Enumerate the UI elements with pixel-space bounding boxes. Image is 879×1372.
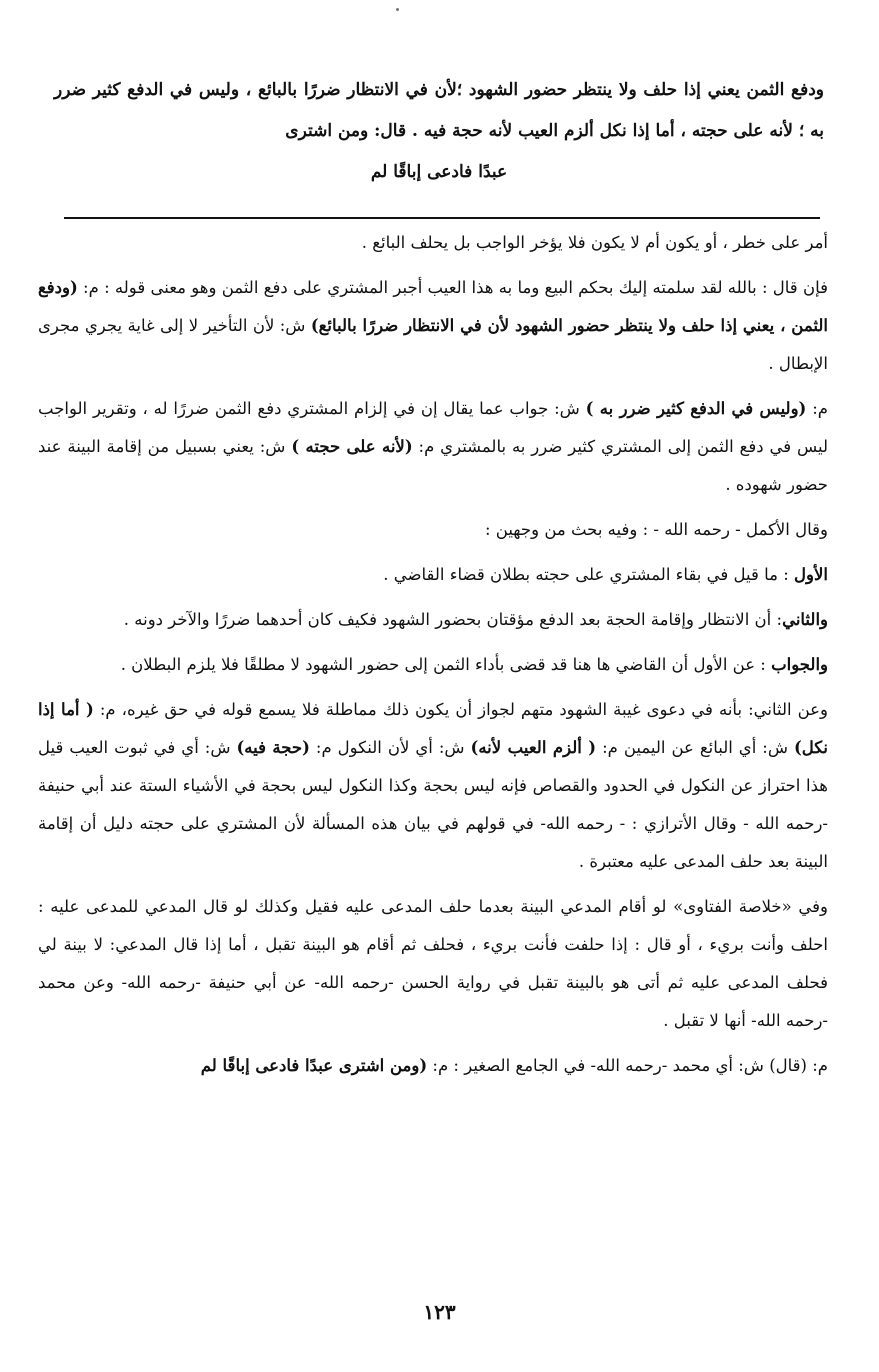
commentary-text: : ما قيل في بقاء المشتري على حجته بطلان قضاء القاضي . (383, 565, 795, 584)
matn-line-last: عبدًا فادعى إباقًا لم (370, 162, 508, 182)
commentary-paragraph (38, 691, 828, 881)
commentary-text: ش: أي في ثبوت العيب قيل هذا احتراز عن النكول في الحدود والقصاص فإنه ليس بحجة وكذا النكول ليس بحجة في الأشياء الستة عند أبي حنيفة -رحمه الله - وقال الأترازي : - رحمه الله- في قولهم في بيان هذه المسألة لأن المشتري على حجته دليل أن إقامة البينة بعد حلف المدعى عليه معتبرة . (38, 738, 828, 871)
commentary-text: م: (قال) ش: أي محمد -رحمه الله- في الجامع الصغير : م: (427, 1056, 828, 1075)
commentary-paragraph (38, 390, 828, 504)
commentary-paragraph (38, 888, 828, 1040)
separator-rule (64, 217, 820, 219)
commentary-text: فإن قال : بالله لقد سلمته إليك بحكم البيع وما به هذا العيب أجبر المشتري على دفع الثمن وهو معنى قوله : م: (77, 278, 828, 297)
matn-text-block (54, 70, 824, 193)
commentary-text: ش: جواب عما يقال إن في إلزام المشتري دفع الثمن ضررًا له ، وتقرير الواجب ليس في دفع الثمن إلى المشتري كثير ضرر به بالمشتري م: (38, 399, 828, 456)
commentary-text: ش: لأن التأخير لا إلى غاية يجري مجرى الإبطال . (38, 316, 828, 373)
commentary-paragraph (38, 269, 828, 383)
quoted-matn: (ودفع الثمن ، يعني إذا حلف ولا ينتظر حضور الشهود لأن في الانتظار ضررًا بالبائع) (38, 278, 828, 335)
point-label: والجواب (771, 655, 828, 674)
quoted-matn: (حجة فيه) (236, 738, 310, 757)
commentary-text: أمر على خطر ، أو يكون أم لا يكون فلا يؤخر الواجب بل يحلف البائع . (361, 233, 828, 252)
commentary-paragraph (38, 1047, 828, 1085)
commentary-text: : أن الانتظار وإقامة الحجة بعد الدفع مؤقتان بحضور الشهود فكيف كان أحدهما ضررًا والآخر دونه . (123, 610, 783, 629)
quoted-matn: (وليس في الدفع كثير ضرر به ) (585, 399, 807, 418)
commentary-text: ش: يعني بسبيل من إقامة البينة عند حضور شهوده . (38, 437, 828, 494)
commentary-paragraph (38, 646, 828, 684)
scan-speck (396, 8, 399, 11)
point-label: والثاني (782, 610, 828, 629)
commentary-text: وقال الأكمل - رحمه الله - : وفيه بحث من وجهين : (484, 520, 828, 539)
commentary-text: م: (806, 399, 828, 418)
commentary-paragraph (38, 511, 828, 549)
commentary-text: وفي «خلاصة الفتاوى» لو أقام المدعي البينة بعدما حلف المدعى عليه فقيل وكذلك لو قال المدعي للمدعى عليه : احلف وأنت بريء ، أو قال : إذا حلفت فأنت بريء ، فحلف ثم أقام هو البينة تقبل ، أما إذا قال المدعي: لا بينة لي فحلف المدعى عليه ثم أتى هو بالبينة تقبل في رواية الحسن -رحمه الله- عن أبي حنيفة -رحمه الله- وعن محمد -رحمه الله- أنها لا تقبل . (38, 897, 828, 1030)
commentary-text: : عن الأول أن القاضي ها هنا قد قضى بأداء الثمن إلى حضور الشهود لا مطلقًا فلا يلزم البطلان . (120, 655, 772, 674)
commentary-paragraph (38, 224, 828, 262)
page-number: ١٢٣ (423, 1300, 456, 1324)
quoted-matn: (ومن اشترى عبدًا فادعى إباقًا لم (200, 1056, 428, 1075)
commentary-text: ش: أي البائع عن اليمين م: (596, 738, 794, 757)
commentary-paragraph (38, 601, 828, 639)
commentary-block (38, 224, 828, 1092)
matn-line: ودفع الثمن يعني إذا حلف ولا ينتظر حضور الشهود ؛لأن في الانتظار ضررًا بالبائع ، وليس في الدفع كثير ضرر به ؛ لأنه على حجته ، أما إذا نكل ألزم العيب لأنه حجة فيه . قال: ومن اشترى (54, 80, 824, 141)
point-label: الأول (794, 565, 828, 584)
commentary-text: ش: أي لأن النكول م: (309, 738, 471, 757)
commentary-paragraph (38, 556, 828, 594)
commentary-text: وعن الثاني: بأنه في دعوى غيبة الشهود متهم لجواز أن يكون ذلك مماطلة فلا يسمع قوله في حق غيره، م: (93, 700, 828, 719)
quoted-matn: ( ألزم العيب لأنه) (470, 738, 597, 757)
quoted-matn: ( أما إذا نكل) (38, 700, 828, 757)
quoted-matn: (لأنه على حجته ) (291, 437, 413, 456)
